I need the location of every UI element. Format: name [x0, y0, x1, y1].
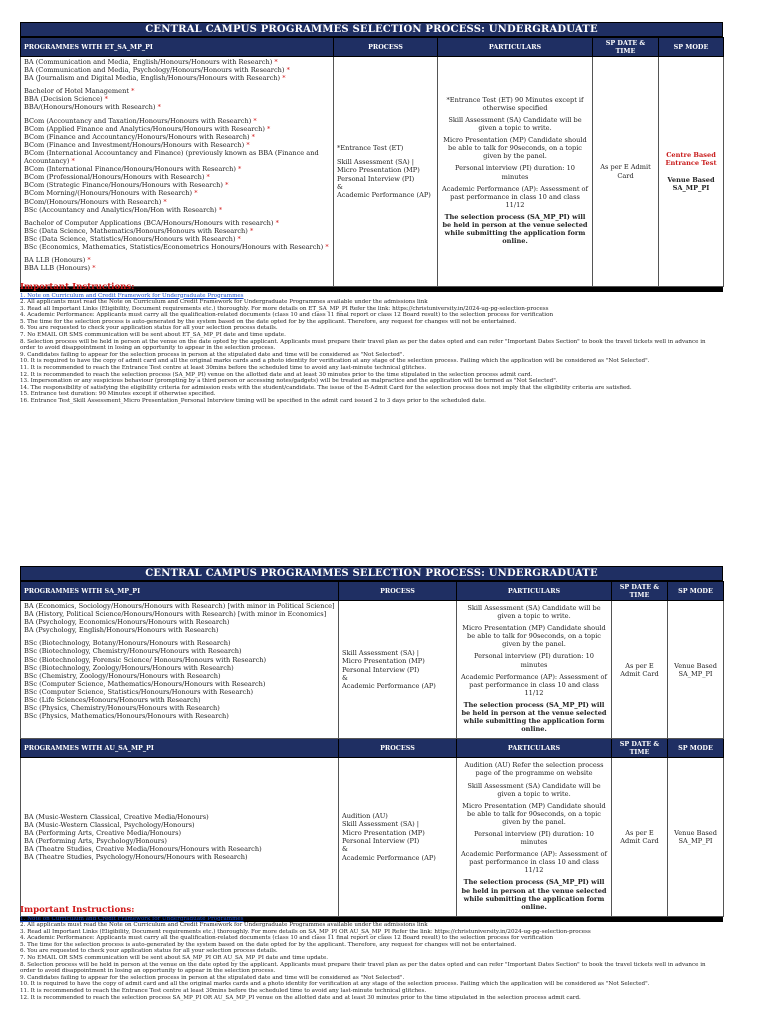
- instruction-item: 3. Read all Important Links (Eligibility, Document requirements etc.) thoroughly. For more details on SA_MP_PI OR AU_SA_MP_PI Refer the link: https://christuniversity.in/2024-ug-pg-selection-process: [20, 928, 591, 935]
- particular-item: Personal interview (PI) duration: 10 minutes: [455, 164, 575, 181]
- particular-item: Audition (AU) Refer the selection process page of the programme on website: [464, 761, 604, 778]
- programme-group: [24, 87, 330, 111]
- instruction-item: 9. Candidates failing to appear for the selection process in person at the stipulated date and time will be considered as "Not Selected".: [20, 351, 405, 358]
- particular-item: Micro Presentation (MP) Candidate should be able to talk for 90seconds, on a topic given by the panel.: [462, 624, 606, 649]
- process-cell: [339, 601, 457, 739]
- curriculum-note-link[interactable]: 1. Note on Curriculum and Credit Framework for Undergraduate Programmes: [20, 292, 244, 299]
- instruction-item: 15. Entrance test duration: 90 Minutes except if otherwise specified.: [20, 391, 216, 398]
- programme-item: BSc (Accountancy and Analytics/Hon/Hon with Research) *: [24, 205, 223, 214]
- programme-item: BCom (International Finance/Honours/Honours with Research) *: [24, 165, 242, 174]
- programme-item: BA (Performing Arts, Psychology/Honours): [24, 837, 167, 846]
- instruction-item: 12. It is recommended to reach the selection process (SA_MP_PI) venue on the allotted date and at least 30 minutes prior to the time stipulated in the selection process admit card.: [20, 371, 533, 378]
- particular-item: The selection process (SA_MP_PI) will be held in person at the venue selected while submitting the application form online.: [461, 700, 607, 734]
- programme-item: BSc (Biotechnology, Botany/Honours/Honours with Research): [24, 639, 231, 648]
- process-item: *Entrance Test (ET): [337, 143, 404, 152]
- programme-item: BCom Morning/(Honours/Honours with Research) *: [24, 189, 198, 198]
- process-item: Academic Performance (AP): [337, 191, 431, 200]
- programme-item: Bachelor of Hotel Management *: [24, 87, 135, 96]
- col-header-process: PROCESS: [339, 582, 457, 601]
- programme-item: BSc (Computer Science, Mathematics/Honours/Honours with Research): [24, 679, 266, 688]
- process-item: &: [342, 673, 348, 682]
- instructions-block: [20, 283, 723, 405]
- instruction-item: 10. It is required to have the copy of admit card and all the original marks cards and a photo identity for verification at any stage of the selection process. Failing which the application will be considered as "Not Selected".: [20, 358, 650, 365]
- programme-item: BCom/(Honours/Honours with Research) *: [24, 197, 167, 206]
- programme-item: BA (Theatre Studies, Creative Media/Honours/Honours with Research): [24, 845, 262, 854]
- instruction-item: 9. Candidates failing to appear for the selection process in person at the stipulated date and time will be considered as "Not Selected".: [20, 974, 405, 981]
- instruction-item: 7. No EMAIL OR SMS communication will be sent about SA_MP_PI OR AU_SA_MP_PI date and time update.: [20, 955, 329, 962]
- instruction-item: 8. Selection process will be held in person at the venue on the date opted by the applicant. Applicants must prepare their travel plan as per the dates opted and can refer "Important Dates Section" to book the travel tickets well in advance in order to avoid disappointment in losing an opportunity to appear in the selection process.: [20, 961, 706, 975]
- col-header-particulars: PARTICULARS: [457, 582, 612, 601]
- programme-item: BSc (Physics, Mathematics/Honours/Honours with Research): [24, 712, 229, 721]
- programme-item: BCom (Strategic Finance/Honours/Honours with Research) *: [24, 181, 229, 190]
- programme-item: Bachelor of Computer Applications (BCA/Honours/Honours with research) *: [24, 218, 279, 227]
- process-item: Personal Interview (PI): [342, 665, 420, 674]
- programme-item: BSc (Computer Science, Statistics/Honours/Honours with Research): [24, 687, 254, 696]
- date-cell: As per E Admit Card: [612, 601, 668, 739]
- process-item: Academic Performance (AP): [342, 853, 436, 862]
- programme-item: BSc (Data Science, Statistics/Honours/Honours with Research) *: [24, 234, 241, 243]
- programme-item: BBA (Decision Science) *: [24, 95, 108, 104]
- programme-item: BA (Music-Western Classical, Creative Media/Honours): [24, 812, 209, 821]
- process-item: &: [342, 845, 348, 854]
- col-header-process: PROCESS: [339, 739, 457, 758]
- mode-cell: Venue Based SA_MP_PI: [668, 601, 724, 739]
- programme-item: BSc (Biotechnology, Chemistry/Honours/Honours with Research): [24, 647, 242, 656]
- instruction-item: 11. It is recommended to reach the Entrance Test centre at least 30mins before the scheduled time to avoid any last-minute technical glitches.: [20, 365, 427, 372]
- col-header-date: SP DATE & TIME: [593, 38, 659, 57]
- programme-item: BCom (Professional/Honours/Honours with Research) *: [24, 173, 210, 182]
- particulars-cell: [457, 758, 612, 917]
- programme-group: [24, 256, 330, 272]
- process-item: Skill Assessment (SA) |: [342, 648, 420, 657]
- instruction-item: 4. Academic Performance: Applicants must carry all the qualification-related documents (class 10 and class 11 final report or class 12 Board result) to the selection process for verification: [20, 935, 554, 942]
- programme-item: BA (Economics, Sociology/Honours/Honours with Research) [with minor in Political Science]: [24, 602, 335, 610]
- programme-item: BA (Performing Arts, Creative Media/Honours): [24, 828, 182, 837]
- particular-item: The selection process (SA_MP_PI) will be held in person at the venue selected while submitting the application form online.: [442, 212, 588, 246]
- col-header-date: SP DATE & TIME: [612, 739, 668, 758]
- programme-group: [24, 58, 330, 82]
- section-sa-mp-pi: [20, 566, 723, 922]
- programme-group: [24, 219, 330, 251]
- particular-item: Skill Assessment (SA) Candidate will be given a topic to write.: [467, 781, 601, 798]
- programme-item: BBA LLB (Honours) *: [24, 264, 96, 273]
- programme-item: BA (Psychology, English/Honours/Honours with Research): [24, 626, 219, 635]
- programme-item: BCom (International Accountancy and Finance) (previously known as BBA (Finance and Accountancy) *: [24, 148, 319, 166]
- instruction-item: [20, 293, 723, 300]
- instruction-item: 14. The responsibility of satisfying the eligibility criteria for admission rests with the student/candidate. The issue of the E-Admit Card for the selection process does not imply that the eligibility criteria are satisfied.: [20, 384, 632, 391]
- process-item: Micro Presentation (MP): [342, 828, 425, 837]
- programme-list: [21, 57, 334, 287]
- section-title: CENTRAL CAMPUS PROGRAMMES SELECTION PROCESS: UNDERGRADUATE: [20, 566, 723, 581]
- programme-group: [24, 602, 335, 634]
- col-header-mode: SP MODE: [668, 582, 724, 601]
- programme-group: [24, 117, 330, 214]
- programme-item: BSc (Biotechnology, Zoology/Honours/Honours with Research): [24, 663, 234, 672]
- instruction-item: 4. Academic Performance: Applicants must carry all the qualification-related documents (class 10 and class 11 final report or class 12 Board result) to the selection process for verification: [20, 312, 554, 319]
- programme-item: BA (Music-Western Classical, Psychology/Honours): [24, 820, 195, 829]
- instruction-item: 16. Entrance Test_Skill Assessment_Micro Presentation_Personal Interview timing will be specified in the admit card issued 2 to 3 days prior to the scheduled date.: [20, 398, 486, 404]
- instruction-item: 2. All applicants must read the Note on Curriculum and Credit Framework for Undergraduate Programmes available under the admissions link: [20, 922, 428, 929]
- col-header-programmes: PROGRAMMES WITH SA_MP_PI: [21, 582, 339, 601]
- particular-item: Academic Performance (AP): Assessment of past performance in class 10 and class 11/12: [461, 672, 607, 697]
- process-item: Academic Performance (AP): [342, 682, 436, 691]
- instruction-item: 8. Selection process will be held in person at the venue on the date opted by the applicant. Applicants must prepare their travel plan as per the dates opted and can refer "Important Dates Section" to book the travel tickets well in advance in order to avoid disappointment in losing an opportunity to appear in the selection process.: [20, 338, 706, 352]
- instruction-item: 6. You are requested to check your application status for all your selection process details.: [20, 948, 278, 955]
- programme-item: BA (Psychology, Economics/Honours/Honours with Research): [24, 618, 230, 627]
- particular-item: Skill Assessment (SA) Candidate will be given a topic to write.: [467, 604, 601, 621]
- instruction-item: 10. It is required to have the copy of admit card and all the original marks cards and a photo identity for verification at any stage of the selection process. Failing which the application will be considered as "Not Selected".: [20, 981, 650, 988]
- process-item: Personal Interview (PI): [337, 174, 415, 183]
- curriculum-note-link[interactable]: 1. Note on Curriculum and Credit Framework for Undergraduate Programmes: [20, 915, 244, 922]
- instruction-item: 2. All applicants must read the Note on Curriculum and Credit Framework for Undergraduate Programmes available under the admissions link: [20, 299, 428, 306]
- programme-item: BA (Communication and Media, English/Honours/Honours with Research) *: [24, 58, 278, 66]
- particular-item: Personal interview (PI) duration: 10 minutes: [474, 829, 594, 847]
- programme-item: BSc (Life Sciences/Honours/Honours with Research): [24, 696, 201, 705]
- programme-item: BSc (Physics, Chemistry/Honours/Honours with Research): [24, 704, 220, 713]
- instruction-item: 11. It is recommended to reach the Entrance Test centre at least 30mins before the scheduled time to avoid any last-minute technical glitches.: [20, 988, 427, 995]
- particular-item: Personal interview (PI) duration: 10 minutes: [474, 652, 594, 669]
- mode-cell: Venue Based SA_MP_PI: [668, 758, 724, 917]
- process-item: Audition (AU): [342, 812, 388, 821]
- date-cell: As per E Admit Card: [612, 758, 668, 917]
- programme-group: [24, 639, 335, 720]
- process-cell: [339, 758, 457, 917]
- instructions-block: [20, 906, 723, 1001]
- col-header-mode: SP MODE: [659, 38, 724, 57]
- instruction-item: 13. Impersonation or any suspicious behaviour (prompting by a third person or accessing notes/gadgets) will be treated as malpractice and the application will be termed as "Not Selected".: [20, 378, 558, 385]
- process-item: &: [337, 182, 343, 191]
- date-cell: As per E Admit Card: [593, 57, 659, 287]
- particulars-cell: [457, 601, 612, 739]
- particular-item: Skill Assessment (SA) Candidate will be given a topic to write.: [448, 115, 582, 133]
- programme-list: [21, 758, 339, 917]
- process-cell: [334, 57, 438, 287]
- section-et-sa-mp-pi: [20, 22, 723, 292]
- col-header-process: PROCESS: [334, 38, 438, 57]
- col-header-mode: SP MODE: [668, 739, 724, 758]
- particular-item: Academic Performance (AP): Assessment of past performance in class 10 and class 11/12: [461, 850, 607, 875]
- mode-cell: [659, 57, 724, 287]
- col-header-programmes: PROGRAMMES WITH AU_SA_MP_PI: [21, 739, 339, 758]
- process-item: Personal Interview (PI): [342, 837, 420, 846]
- instruction-item: 7. No EMAIL OR SMS communication will be sent about ET_SA_MP_PI date and time update.: [20, 332, 286, 339]
- programme-item: BSc (Economics, Mathematics, Statistics/Econometrics Honours/Honours with Research) *: [24, 242, 329, 251]
- particular-item: Micro Presentation (MP) Candidate should be able to talk for 90seconds, on a topic given by the panel.: [443, 136, 587, 161]
- programme-item: BA (Theatre Studies, Psychology/Honours/Honours with Research): [24, 853, 248, 862]
- programme-item: BSc (Data Science, Mathematics/Honours/Honours with Research) *: [24, 226, 254, 235]
- programme-item: BCom (Accountancy and Taxation/Honours/Honours with Research) *: [24, 116, 257, 125]
- programme-item: BSc (Biotechnology, Forensic Science/ Honours/Honours with Research): [24, 655, 267, 664]
- instruction-item: 6. You are requested to check your application status for all your selection process details.: [20, 325, 278, 332]
- particular-item: The selection process (SA_MP_PI) will be held in person at the venue selected while submitting the application form online.: [461, 878, 607, 911]
- particular-item: *Entrance Test (ET) 90 Minutes except if otherwise specified: [446, 95, 584, 112]
- programmes-table: [20, 581, 724, 917]
- instruction-item: [20, 916, 723, 923]
- instructions-heading: Important Instructions:: [20, 282, 135, 292]
- programme-item: BBA/(Honours/Honours with Research) *: [24, 103, 161, 112]
- instructions-heading: Important Instructions:: [20, 905, 135, 915]
- programme-item: BA LLB (Honours) *: [24, 256, 91, 265]
- col-header-particulars: PARTICULARS: [438, 38, 593, 57]
- process-item: Micro Presentation (MP): [342, 657, 425, 666]
- programme-item: BA (Journalism and Digital Media, English/Honours/Honours with Research) *: [24, 74, 286, 83]
- programme-item: BCom (Applied Finance and Analytics/Honours/Honours with Research) *: [24, 124, 271, 133]
- col-header-date: SP DATE & TIME: [612, 582, 668, 601]
- instruction-item: 5. The time for the selection process is auto-generated by the system based on the date opted for by the applicant. Therefore, any request for changes will not be entertained.: [20, 318, 517, 325]
- particular-item: Academic Performance (AP): Assessment of past performance in class 10 and class 11/12: [442, 184, 588, 209]
- programme-item: BA (Communication and Media, Psychology/Honours/Honours with Research) *: [24, 66, 290, 75]
- programme-item: BA (History, Political Science/Honours/Honours with Research) [with minor in Economics]: [24, 610, 327, 619]
- col-header-particulars: PARTICULARS: [457, 739, 612, 758]
- particulars-cell: [438, 57, 593, 287]
- particular-item: Micro Presentation (MP) Candidate should be able to talk for 90seconds, on a topic given by the panel.: [462, 801, 606, 826]
- programme-item: BCom (Finance and Accountancy/Honours/Honours with Research) *: [24, 132, 255, 141]
- programme-item: BSc (Chemistry, Zoology/Honours/Honours with Research): [24, 671, 221, 680]
- programme-item: BCom (Finance and Investment/Honours/Honours with Research) *: [24, 140, 250, 149]
- instruction-item: 3. Read all Important Links (Eligibility, Document requirements etc.) thoroughly. For more details on ET_SA_MP_PI Refer the link: https://christuniversity.in/2024-ug-pg-selection-process: [20, 305, 549, 312]
- mode-venue: Venue Based SA_MP_PI: [667, 175, 715, 192]
- instruction-item: 5. The time for the selection process is auto-generated by the system based on the date opted for by the applicant. Therefore, any request for changes will not be entertained.: [20, 941, 517, 948]
- section-title: CENTRAL CAMPUS PROGRAMMES SELECTION PROCESS: UNDERGRADUATE: [20, 22, 723, 37]
- mode-entrance-test: Centre Based Entrance Test: [665, 151, 717, 168]
- instruction-item: 12. It is recommended to reach the selection process SA_MP_PI OR AU_SA_MP_PI venue on the allotted date and at least 30 minutes prior to the time stipulated in the selection process admit card.: [20, 994, 581, 1001]
- process-item: Skill Assessment (SA) |: [342, 820, 420, 829]
- programme-list: [21, 601, 339, 739]
- col-header-programmes: PROGRAMMES WITH ET_SA_MP_PI: [21, 38, 334, 57]
- programmes-table: [20, 37, 724, 287]
- process-item: Skill Assessment (SA) | Micro Presentation (MP): [337, 157, 420, 175]
